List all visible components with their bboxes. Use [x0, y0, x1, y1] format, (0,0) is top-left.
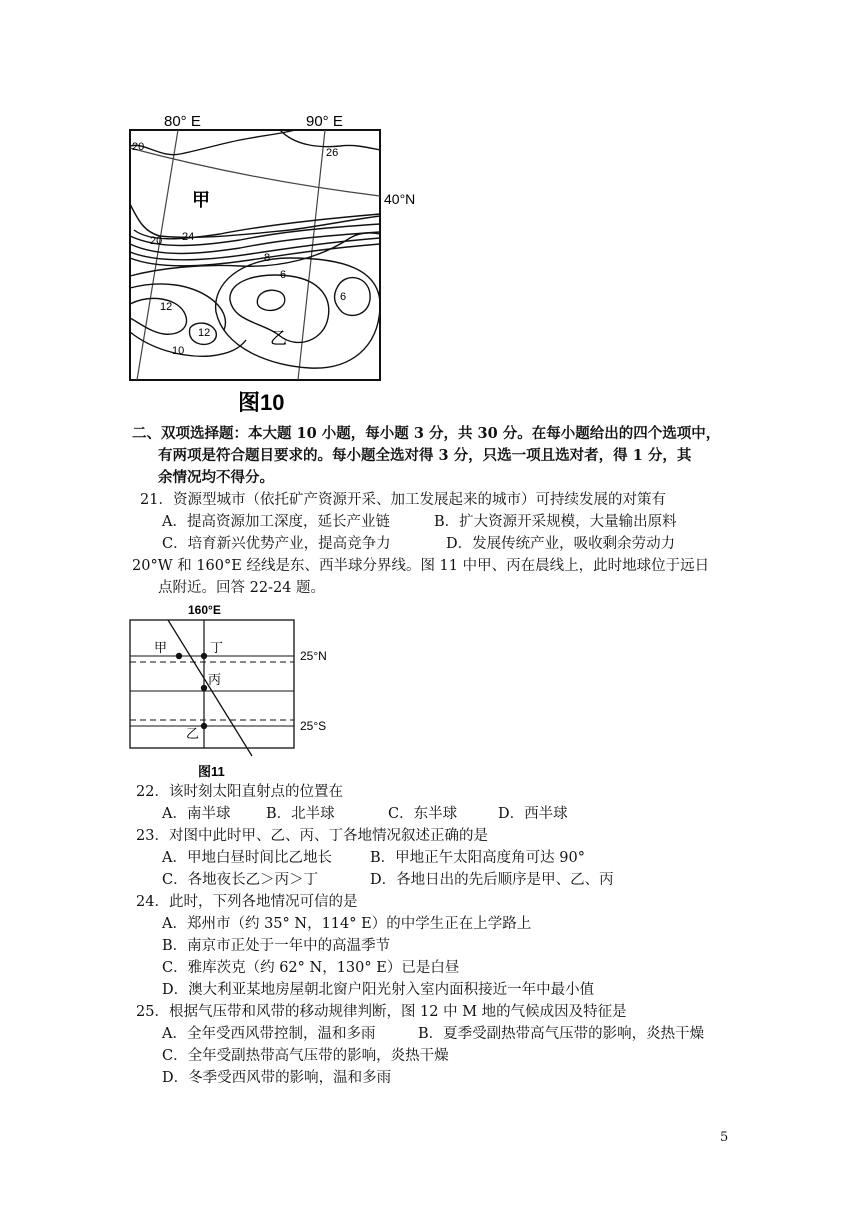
- figure-11-caption: 图11: [198, 764, 225, 779]
- contour-20-band: [130, 204, 380, 237]
- intro-22-24-line-2: 点附近。回答 22-24 题。: [158, 580, 326, 596]
- label-ding: 丁: [210, 640, 224, 655]
- q21-option-b: B．扩大资源开采规模，大量输出原料: [434, 514, 677, 530]
- label-25n: 25°N: [300, 649, 327, 663]
- label-80e: 80° E: [164, 113, 201, 130]
- q22-stem: 22．该时刻太阳直射点的位置在: [136, 784, 343, 800]
- contour-label-12b: 12: [198, 327, 211, 339]
- label-yi-fig11: 乙: [186, 726, 200, 741]
- label-yi-fig10: 乙: [270, 329, 287, 348]
- q25-stem: 25．根据气压带和风带的移动规律判断，图 12 中 M 地的气候成因及特征是: [136, 1004, 627, 1020]
- contour-label-20a: 20: [132, 141, 145, 153]
- meridian-80e: [137, 130, 178, 380]
- contour-outer-yi: [216, 258, 380, 368]
- q25-option-c: C．全年受副热带高气压带的影响，炎热干燥: [162, 1048, 449, 1064]
- page-number: 5: [720, 1130, 729, 1145]
- q23-stem: 23．对图中此时甲、乙、丙、丁各地情况叙述正确的是: [136, 828, 488, 844]
- q22-option-c: C．东半球: [388, 806, 458, 822]
- contour-label-26: 26: [326, 147, 339, 159]
- q23-option-b: B．甲地正午太阳高度角可达 90°: [370, 850, 585, 866]
- contour-label-6a: 6: [280, 269, 287, 281]
- label-90e: 90° E: [306, 113, 343, 130]
- label-40n: 40°N: [384, 191, 416, 207]
- point-ding: [201, 653, 207, 659]
- q24-stem: 24．此时，下列各地情况可信的是: [136, 894, 358, 910]
- parallel-40n: [130, 148, 380, 196]
- q23-option-a: A．甲地白昼时间比乙地长: [162, 850, 332, 866]
- q22-option-d: D．西半球: [498, 806, 568, 822]
- q24-option-b: B．南京市正处于一年中的高温季节: [162, 938, 391, 954]
- figure-10-map: [120, 108, 430, 418]
- q23-option-d: D．各地日出的先后顺序是甲、乙、丙: [370, 872, 614, 888]
- point-jia: [176, 653, 182, 659]
- q25-option-d: D．冬季受西风带的影响，温和多雨: [162, 1070, 392, 1086]
- contour-12-left: [130, 298, 187, 334]
- contour-label-8: 8: [264, 252, 271, 264]
- q24-option-c: C．雅库茨克（约 62° N，130° E）已是白昼: [162, 960, 460, 976]
- label-bing: 丙: [208, 672, 222, 687]
- contour-label-24: 24: [182, 231, 195, 243]
- contour-inner-closed: [257, 290, 285, 310]
- q24-option-d: D．澳大利亚某地房屋朝北窗户阳光射入室内面积接近一年中最小值: [162, 982, 595, 998]
- q24-option-a: A．郑州市（约 35° N，114° E）的中学生正在上学路上: [162, 916, 532, 932]
- section-2-line-2: 有两项是符合题目要求的。每小题全选对得 3 分，只选一项且选对者，得 1 分，其: [158, 447, 692, 464]
- contour-20-top: [130, 130, 295, 155]
- q21-option-a: A．提高资源加工深度，延长产业链: [162, 514, 390, 530]
- contour-label-12a: 12: [160, 301, 173, 313]
- point-bing: [201, 685, 207, 691]
- label-25s: 25°S: [300, 719, 327, 733]
- figure-11-diagram: [120, 600, 360, 780]
- section-2-line-3: 余情况均不得分。: [158, 469, 274, 486]
- q21-option-c: C．培育新兴优势产业，提高竞争力: [162, 536, 391, 552]
- label-jia-fig10: 甲: [192, 190, 210, 210]
- contour-label-6b: 6: [340, 291, 347, 303]
- q21-option-d: D．发展传统产业，吸收剩余劳动力: [446, 536, 676, 552]
- label-160e: 160°E: [188, 603, 221, 617]
- q22-option-a: A．南半球: [162, 806, 231, 822]
- intro-22-24-line-1: 20°W 和 160°E 经线是东、西半球分界线。图 11 中甲、丙在晨线上，此时地球位于远日: [132, 558, 710, 574]
- point-yi: [201, 723, 207, 729]
- q25-option-b: B．夏季受副热带高气压带的影响，炎热干燥: [418, 1026, 705, 1042]
- section-2-line-1: 二、双项选择题：本大题 10 小题，每小题 3 分，共 30 分。在每小题给出的四个选项中，: [132, 425, 721, 442]
- q21-stem: 21．资源型城市（依托矿产资源开采、加工发展起来的城市）可持续发展的对策有: [140, 492, 666, 508]
- contour-label-10: 10: [172, 345, 185, 357]
- q22-option-b: B．北半球: [266, 806, 335, 822]
- label-jia-fig11: 甲: [154, 640, 168, 655]
- contour-label-20b: 20: [150, 235, 163, 247]
- figure-10-caption: 图10: [238, 390, 285, 415]
- q25-option-a: A．全年受西风带控制，温和多雨: [162, 1026, 376, 1042]
- q23-option-c: C．各地夜长乙＞丙＞丁: [162, 872, 319, 888]
